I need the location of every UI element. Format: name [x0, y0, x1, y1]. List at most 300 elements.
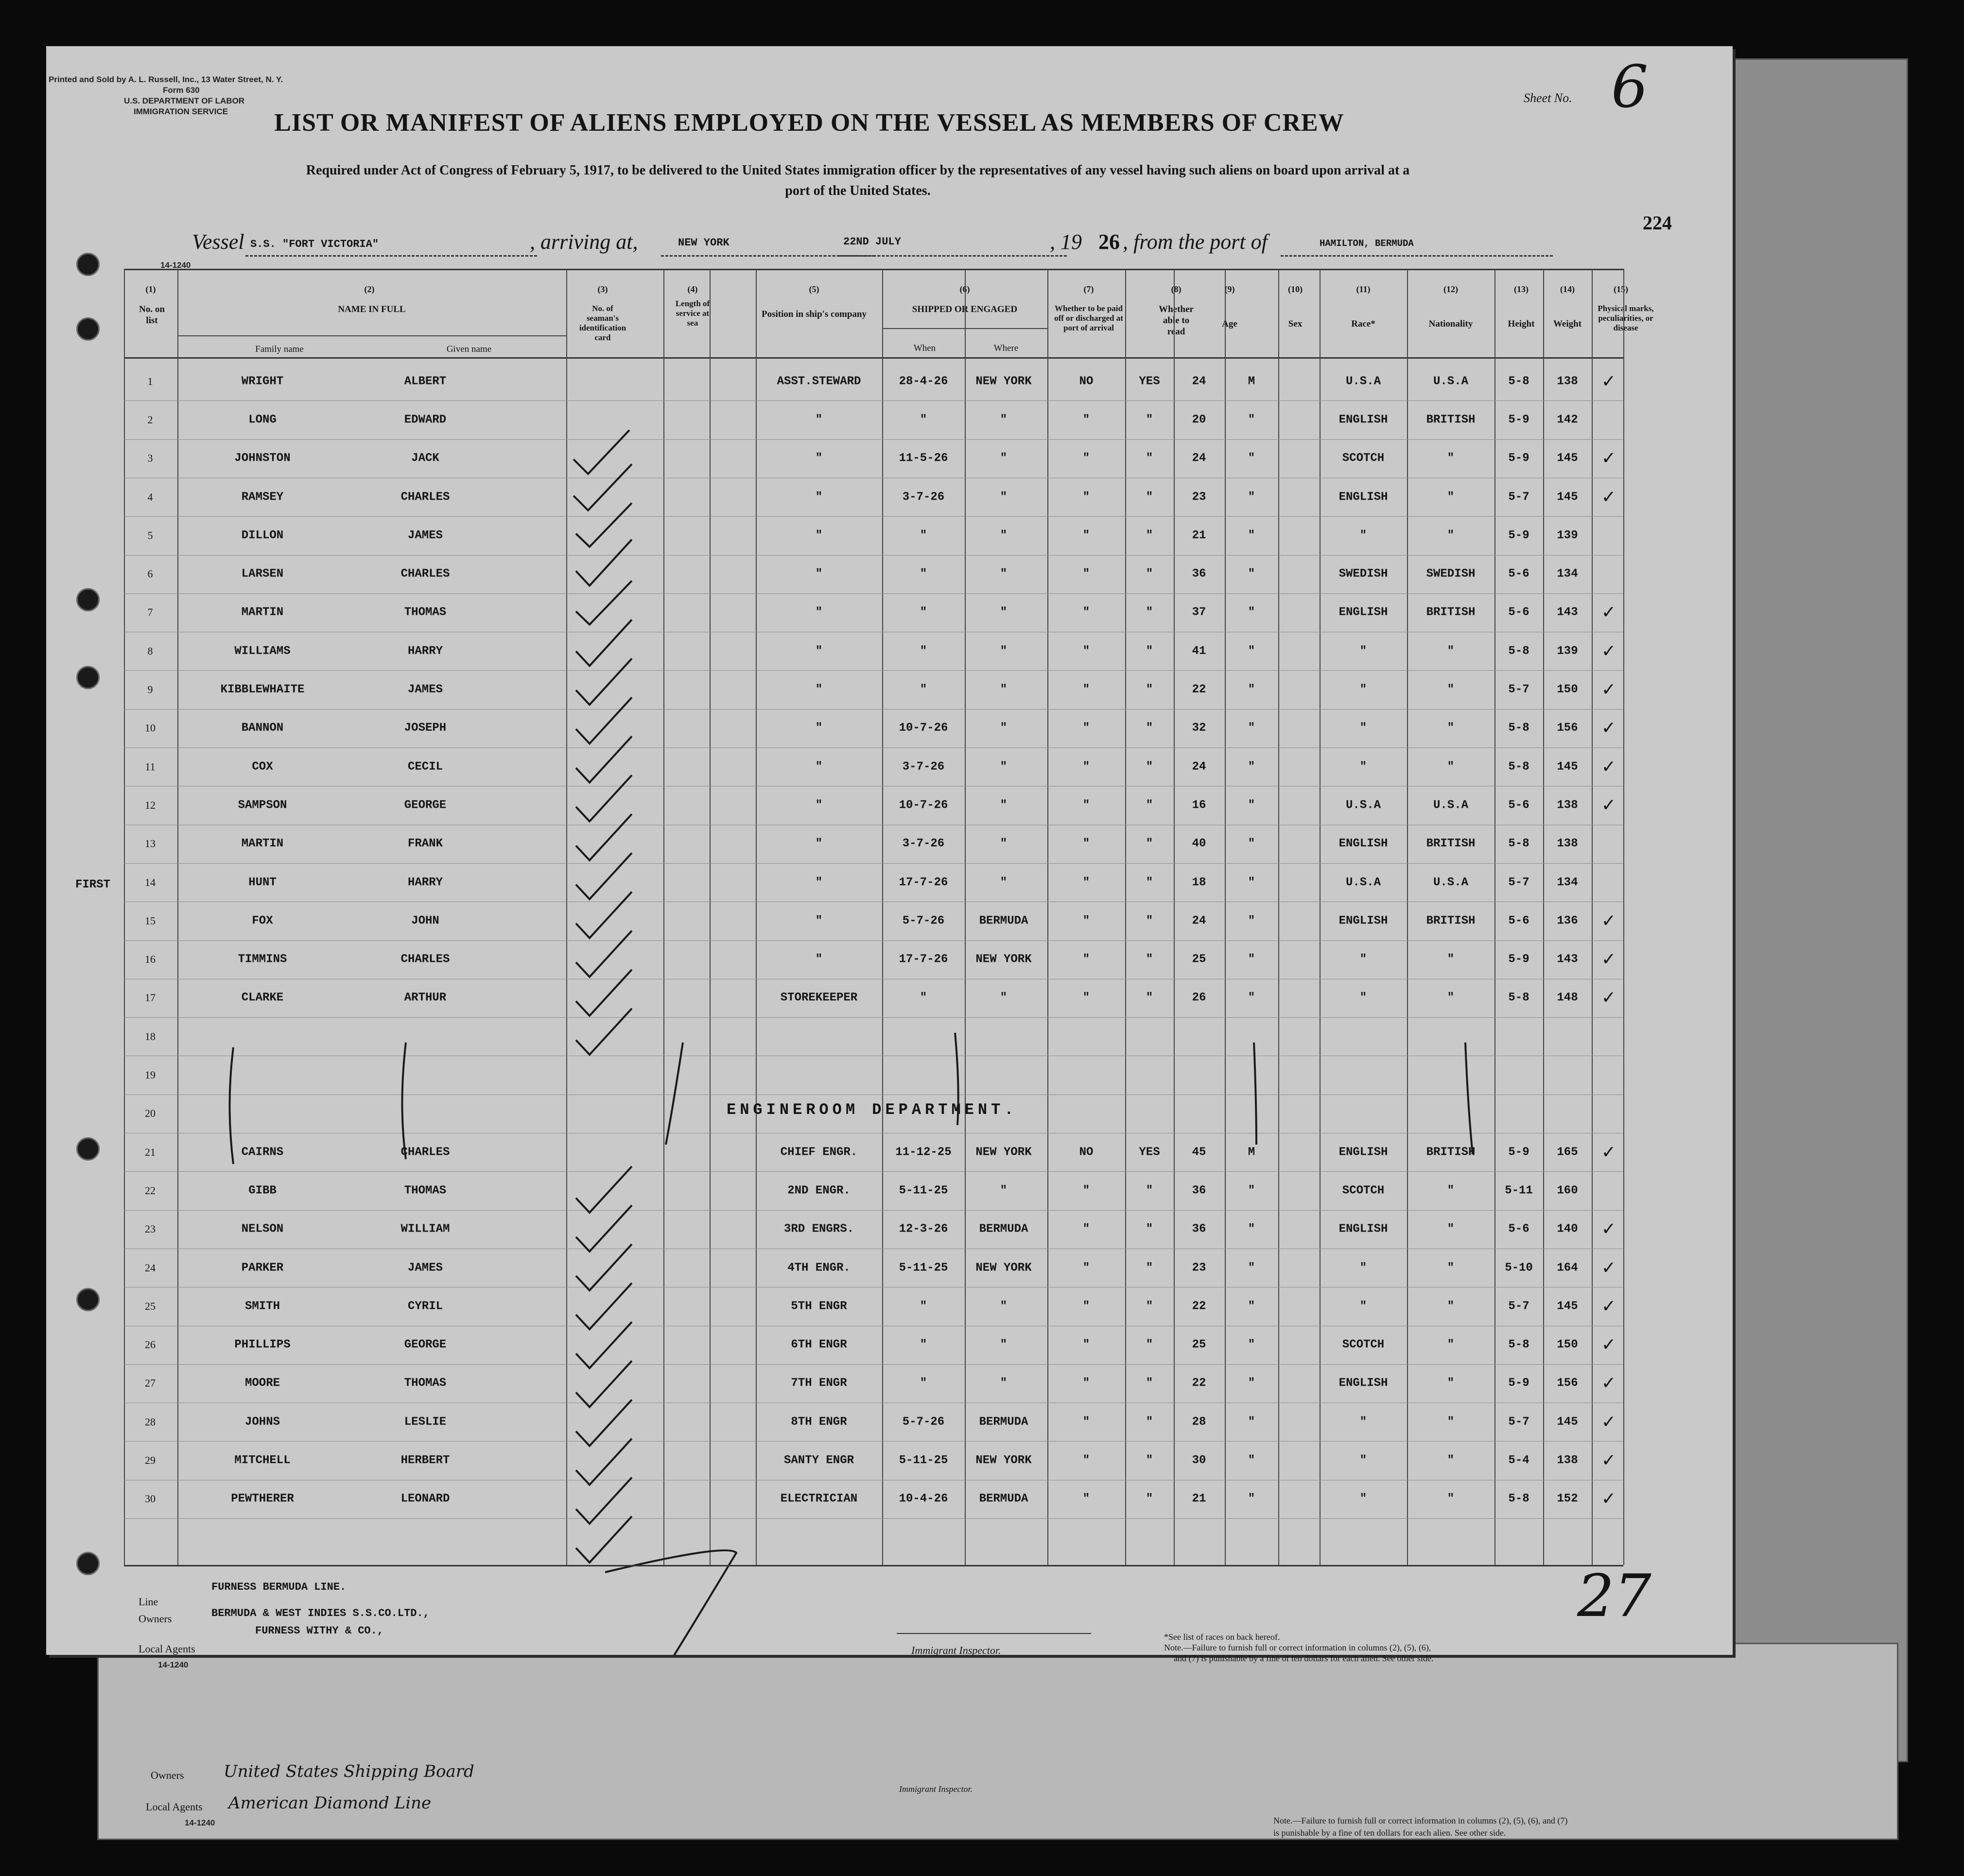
physical-mark-check: ✓ — [1601, 718, 1616, 738]
cell-paid: " — [1082, 721, 1090, 735]
under-agents-label: Local Agents — [146, 1801, 203, 1813]
cell-paid: " — [1082, 876, 1090, 889]
physical-mark-check: ✓ — [1601, 988, 1616, 1008]
cell-given: THOMAS — [404, 1184, 447, 1198]
row-number: 16 — [145, 953, 156, 966]
physical-mark-check: ✓ — [1601, 1412, 1616, 1432]
cell-read: " — [1146, 1376, 1153, 1390]
cell-given: FRANK — [407, 837, 443, 851]
cell-nationality: BRITISH — [1426, 837, 1476, 851]
cell-where: " — [1000, 529, 1008, 542]
row-number: 12 — [145, 799, 156, 811]
year-prefix: , 19 — [1050, 230, 1082, 254]
col-family-head: Family name — [255, 344, 304, 354]
cell-sex: " — [1248, 529, 1255, 542]
cell-family: JOHNS — [244, 1415, 280, 1429]
cell-race: " — [1359, 1415, 1367, 1429]
cell-read: " — [1146, 953, 1153, 966]
cell-height: 5-4 — [1508, 1454, 1529, 1467]
col-3-num: (3) — [597, 284, 608, 294]
cell-family: HUNT — [248, 876, 277, 889]
under-agents-value: American Diamond Line — [228, 1793, 432, 1813]
cell-read: " — [1146, 760, 1153, 774]
cell-family: RAMSEY — [241, 490, 284, 504]
from-label: , from the port of — [1123, 230, 1268, 254]
cell-nationality: BRITISH — [1426, 413, 1476, 427]
cell-race: ENGLISH — [1338, 1146, 1388, 1159]
cell-position: " — [815, 799, 823, 812]
company-line: FURNESS BERMUDA LINE. — [211, 1581, 347, 1593]
cell-race: ENGLISH — [1338, 413, 1388, 427]
cell-family: MITCHELL — [234, 1454, 291, 1467]
cell-read: " — [1146, 1454, 1153, 1467]
cell-when: 5-11-25 — [899, 1184, 948, 1198]
physical-mark-check: ✓ — [1601, 1296, 1616, 1317]
cell-paid: " — [1082, 1300, 1090, 1313]
row-number: 1 — [147, 375, 153, 387]
cell-where: " — [1000, 606, 1008, 619]
row-number: 20 — [145, 1107, 156, 1120]
physical-mark-check: ✓ — [1601, 448, 1616, 469]
cell-height: 5-6 — [1508, 606, 1529, 619]
physical-mark-check: ✓ — [1601, 1489, 1616, 1509]
cell-height: 5-9 — [1508, 1376, 1529, 1390]
cell-age: 25 — [1192, 1338, 1206, 1352]
cell-sex: " — [1248, 760, 1255, 774]
cell-weight: 145 — [1557, 452, 1578, 465]
cell-race: " — [1359, 953, 1367, 966]
cell-given: WILLIAM — [400, 1222, 450, 1236]
cell-given: CYRIL — [407, 1300, 443, 1313]
cell-when: " — [920, 413, 927, 427]
arriving-label: , arriving at, — [530, 230, 638, 254]
cell-position: " — [815, 876, 823, 889]
cell-family: BANNON — [241, 721, 284, 735]
cell-when: 3-7-26 — [902, 490, 945, 504]
cell-where: " — [1000, 837, 1008, 851]
cell-height: 5-9 — [1508, 953, 1529, 966]
cell-sex: " — [1248, 991, 1255, 1005]
cell-race: " — [1359, 721, 1367, 735]
cell-sex: M — [1248, 1146, 1255, 1159]
col-10-num: (10) — [1288, 284, 1303, 294]
cell-race: ENGLISH — [1338, 490, 1388, 504]
cell-when: 3-7-26 — [902, 760, 945, 774]
cell-position: 7TH ENGR — [791, 1376, 847, 1390]
cell-when: 5-11-25 — [899, 1454, 948, 1467]
cell-given: CHARLES — [400, 953, 450, 966]
cell-where: " — [1000, 799, 1008, 812]
col-13-num: (13) — [1514, 284, 1529, 294]
cell-height: 5-9 — [1508, 529, 1529, 542]
cell-family: KIBBLEWHAITE — [220, 683, 305, 696]
cell-age: 23 — [1192, 490, 1206, 504]
cell-race: ENGLISH — [1338, 1222, 1388, 1236]
cell-sex: " — [1248, 1492, 1255, 1506]
cell-nationality: BRITISH — [1426, 1146, 1476, 1159]
cell-height: 5-8 — [1508, 721, 1529, 735]
cell-height: 5-8 — [1508, 1492, 1529, 1506]
cell-where: BERMUDA — [979, 1222, 1028, 1236]
cell-height: 5-6 — [1508, 567, 1529, 581]
cell-when: " — [920, 1338, 927, 1352]
cell-weight: 164 — [1557, 1261, 1578, 1275]
cell-height: 5-6 — [1508, 799, 1529, 812]
cell-read: " — [1146, 1492, 1153, 1506]
cell-weight: 140 — [1557, 1222, 1578, 1236]
row-number: 8 — [147, 644, 153, 657]
cell-nationality: " — [1447, 1222, 1455, 1236]
cell-family: JOHNSTON — [234, 452, 291, 465]
cell-nationality: " — [1447, 452, 1455, 465]
cell-family: GIBB — [248, 1184, 277, 1198]
cell-position: 5TH ENGR — [791, 1300, 847, 1313]
row-number: 28 — [145, 1415, 156, 1428]
cell-family: COX — [252, 760, 273, 774]
cell-given: THOMAS — [404, 606, 447, 619]
cell-given: THOMAS — [404, 1376, 447, 1390]
cell-where: " — [1000, 721, 1008, 735]
cell-age: 40 — [1192, 837, 1206, 851]
cell-sex: " — [1248, 1454, 1255, 1467]
cell-family: CLARKE — [241, 991, 284, 1005]
cell-position: " — [815, 760, 823, 774]
cell-nationality: " — [1447, 1415, 1455, 1429]
cell-nationality: SWEDISH — [1426, 567, 1476, 581]
cell-read: " — [1146, 606, 1153, 619]
cell-when: " — [920, 567, 927, 581]
col-2-head: NAME IN FULL — [338, 304, 406, 314]
cell-where: " — [1000, 413, 1008, 427]
cell-nationality: " — [1447, 1454, 1455, 1467]
cell-position: " — [815, 914, 823, 928]
cell-nationality: " — [1447, 1376, 1455, 1390]
cell-position: 4TH ENGR. — [787, 1261, 851, 1275]
cell-weight: 145 — [1557, 1300, 1578, 1313]
cell-family: SMITH — [244, 1300, 280, 1313]
cell-race: ENGLISH — [1338, 606, 1388, 619]
cell-paid: NO — [1079, 375, 1094, 388]
cell-nationality: " — [1447, 721, 1455, 735]
cell-age: 41 — [1192, 644, 1206, 658]
physical-mark-check: ✓ — [1601, 487, 1616, 507]
form-code-top: 14-1240 — [160, 261, 191, 270]
cell-family: PEWTHERER — [231, 1492, 294, 1506]
cell-nationality: U.S.A — [1433, 375, 1468, 388]
cell-age: 26 — [1192, 991, 1206, 1005]
cell-paid: " — [1082, 1338, 1090, 1352]
cell-where: NEW YORK — [975, 1454, 1032, 1467]
cell-age: 24 — [1192, 914, 1206, 928]
cell-family: PARKER — [241, 1261, 284, 1275]
cell-when: " — [920, 1300, 927, 1313]
owners-value: BERMUDA & WEST INDIES S.S.CO.LTD., — [211, 1607, 430, 1619]
cell-weight: 134 — [1557, 567, 1578, 581]
agents-label: Local Agents — [139, 1643, 195, 1655]
cell-when: " — [920, 1376, 927, 1390]
cell-height: 5-7 — [1508, 683, 1529, 696]
cell-where: " — [1000, 452, 1008, 465]
cell-given: JACK — [411, 452, 439, 465]
col-3-head: No. of seaman's identification card — [579, 304, 626, 342]
cell-position: " — [815, 683, 823, 696]
row-number: 13 — [145, 837, 156, 850]
under-sheet-right — [1721, 58, 1908, 1762]
cell-nationality: " — [1447, 1338, 1455, 1352]
cell-position: SANTY ENGR — [783, 1454, 854, 1467]
cell-position: " — [815, 953, 823, 966]
row-number: 25 — [145, 1300, 156, 1312]
races-note: *See list of races on back hereof. — [1164, 1632, 1280, 1642]
owners-label: Owners — [139, 1613, 172, 1625]
cell-paid: " — [1082, 1184, 1090, 1198]
row-number: 22 — [145, 1184, 156, 1197]
cell-where: NEW YORK — [975, 1146, 1032, 1159]
row-number: 17 — [145, 991, 156, 1004]
cell-race: U.S.A — [1345, 876, 1381, 889]
tally-number: 27 — [1577, 1563, 1651, 1630]
arrival-date: 22ND JULY — [843, 236, 901, 248]
cell-height: 5-6 — [1508, 914, 1529, 928]
cell-where: NEW YORK — [975, 953, 1032, 966]
inspector-label: Immigrant Inspector. — [911, 1644, 1001, 1656]
cell-age: 36 — [1192, 1222, 1206, 1236]
cell-family: WRIGHT — [241, 375, 284, 388]
cell-when: 12-3-26 — [899, 1222, 948, 1236]
row-number: 5 — [147, 529, 153, 541]
cell-weight: 139 — [1557, 644, 1578, 658]
col-6-head: SHIPPED OR ENGAGED — [912, 304, 1018, 314]
cell-paid: " — [1082, 413, 1090, 427]
row-number: 9 — [147, 683, 153, 696]
row-number: 19 — [145, 1069, 156, 1081]
cell-when: " — [920, 529, 927, 542]
cell-family: TIMMINS — [238, 953, 287, 966]
cell-given: LEONARD — [400, 1492, 450, 1506]
cell-race: " — [1359, 1300, 1367, 1313]
row-number: 4 — [147, 490, 153, 503]
row-number: 26 — [145, 1338, 156, 1351]
col-6-num: (6) — [959, 284, 970, 294]
cell-age: 36 — [1192, 567, 1206, 581]
cell-read: " — [1146, 490, 1153, 504]
cell-age: 36 — [1192, 1184, 1206, 1198]
cell-when: 11-5-26 — [899, 452, 948, 465]
physical-mark-check: ✓ — [1601, 1219, 1616, 1239]
cell-nationality: " — [1447, 529, 1455, 542]
footer-form-code: 14-1240 — [158, 1660, 189, 1669]
cell-position: 2ND ENGR. — [787, 1184, 851, 1198]
cell-age: 30 — [1192, 1454, 1206, 1467]
cell-where: " — [1000, 490, 1008, 504]
cell-read: " — [1146, 1300, 1153, 1313]
cell-sex: " — [1248, 413, 1255, 427]
inspector-rule — [897, 1633, 1091, 1634]
cell-where: " — [1000, 876, 1008, 889]
year-suffix: 26 — [1098, 230, 1120, 254]
cell-read: " — [1146, 452, 1153, 465]
cell-when: 10-7-26 — [899, 721, 948, 735]
cell-age: 28 — [1192, 1415, 1206, 1429]
cell-given: JAMES — [407, 529, 443, 542]
cell-given: JAMES — [407, 683, 443, 696]
cell-weight: 143 — [1557, 953, 1578, 966]
col-11-head: Race* — [1351, 319, 1375, 329]
cell-weight: 156 — [1557, 721, 1578, 735]
service: IMMIGRATION SERVICE — [134, 107, 228, 116]
cell-position: STOREKEEPER — [780, 991, 858, 1005]
arrival-port: NEW YORK — [678, 237, 730, 249]
cell-height: 5-9 — [1508, 1146, 1529, 1159]
cell-when: 5-7-26 — [902, 914, 945, 928]
cell-when: 17-7-26 — [899, 876, 948, 889]
cell-age: 23 — [1192, 1261, 1206, 1275]
cell-race: " — [1359, 991, 1367, 1005]
cell-weight: 150 — [1557, 683, 1578, 696]
col-12-head: Nationality — [1428, 319, 1473, 329]
cell-nationality: " — [1447, 1300, 1455, 1313]
cell-weight: 156 — [1557, 1376, 1578, 1390]
cell-race: " — [1359, 683, 1367, 696]
row-number: 30 — [145, 1493, 156, 1505]
col-4-head: Length of service at sea — [675, 299, 710, 328]
row-number: 21 — [145, 1146, 156, 1158]
cell-given: EDWARD — [404, 413, 447, 427]
cell-given: HARRY — [407, 876, 443, 889]
col-5-head: Position in ship's company — [762, 309, 867, 319]
cell-read: " — [1146, 837, 1153, 851]
cell-read: " — [1146, 1261, 1153, 1275]
cell-weight: 145 — [1557, 760, 1578, 774]
cell-weight: 136 — [1557, 914, 1578, 928]
margin-note: FIRST — [75, 878, 111, 891]
cell-paid: " — [1082, 567, 1090, 581]
cell-sex: " — [1248, 1376, 1255, 1390]
col-2-num: (2) — [364, 284, 375, 294]
cell-sex: " — [1248, 953, 1255, 966]
under-owners-label: Owners — [151, 1769, 184, 1781]
cell-weight: 138 — [1557, 375, 1578, 388]
cell-paid: " — [1082, 953, 1090, 966]
cell-age: 20 — [1192, 413, 1206, 427]
cell-where: " — [1000, 1338, 1008, 1352]
physical-mark-check: ✓ — [1601, 795, 1616, 816]
cell-weight: 160 — [1557, 1184, 1578, 1198]
cell-given: GEORGE — [404, 799, 447, 812]
cell-weight: 143 — [1557, 606, 1578, 619]
cell-when: 10-4-26 — [899, 1492, 948, 1506]
cell-read: " — [1146, 413, 1153, 427]
cell-position: " — [815, 452, 823, 465]
physical-mark-check: ✓ — [1601, 371, 1616, 392]
cell-sex: " — [1248, 644, 1255, 658]
col-15-head: Physical marks, peculiarities, or disease — [1598, 304, 1654, 332]
cell-sex: M — [1248, 375, 1255, 388]
cell-race: " — [1359, 1454, 1367, 1467]
cell-sex: " — [1248, 876, 1255, 889]
cell-age: 21 — [1192, 1492, 1206, 1506]
cell-height: 5-8 — [1508, 760, 1529, 774]
cell-given: HARRY — [407, 644, 443, 658]
cell-paid: " — [1082, 837, 1090, 851]
cell-when: " — [920, 683, 927, 696]
cell-position: 8TH ENGR — [791, 1415, 847, 1429]
cell-nationality: " — [1447, 683, 1455, 696]
cell-position: ELECTRICIAN — [780, 1492, 858, 1506]
cell-nationality: " — [1447, 953, 1455, 966]
cell-paid: " — [1082, 529, 1090, 542]
cell-sex: " — [1248, 1338, 1255, 1352]
id-card-tick-marks — [46, 46, 1733, 1655]
cell-height: 5-7 — [1508, 876, 1529, 889]
cell-where: BERMUDA — [979, 1492, 1028, 1506]
cell-nationality: " — [1447, 1184, 1455, 1198]
physical-mark-check: ✓ — [1601, 1335, 1616, 1355]
cell-height: 5-7 — [1508, 490, 1529, 504]
cell-weight: 138 — [1557, 837, 1578, 851]
physical-mark-check: ✓ — [1601, 757, 1616, 777]
cell-height: 5-8 — [1508, 1338, 1529, 1352]
page-number: 224 — [1643, 212, 1672, 234]
cell-height: 5-7 — [1508, 1300, 1529, 1313]
cell-family: CAIRNS — [241, 1146, 284, 1159]
col-given-head: Given name — [446, 344, 492, 354]
cell-weight: 165 — [1557, 1146, 1578, 1159]
cell-given: CHARLES — [400, 567, 450, 581]
col-13-head: Height — [1508, 319, 1535, 329]
section-heading: ENGINEROOM DEPARTMENT. — [727, 1101, 1018, 1119]
cell-age: 45 — [1192, 1146, 1206, 1159]
cell-height: 5-7 — [1508, 1415, 1529, 1429]
physical-mark-check: ✓ — [1601, 679, 1616, 700]
agents-value: FURNESS WITHY & CO., — [255, 1625, 384, 1637]
cell-race: " — [1359, 644, 1367, 658]
cell-where: " — [1000, 683, 1008, 696]
vessel-label: Vessel — [192, 230, 244, 254]
cell-sex: " — [1248, 914, 1255, 928]
cell-where: " — [1000, 991, 1008, 1005]
cell-where: " — [1000, 644, 1008, 658]
cell-family: MARTIN — [241, 837, 284, 851]
row-number: 15 — [145, 914, 156, 927]
printer-line: Printed and Sold by A. L. Russell, Inc., 13 Water Street, N. Y. — [49, 75, 283, 84]
cell-family: NELSON — [241, 1222, 284, 1236]
cell-position: " — [815, 837, 823, 851]
cell-paid: " — [1082, 991, 1090, 1005]
cell-nationality: " — [1447, 1261, 1455, 1275]
cell-sex: " — [1248, 721, 1255, 735]
cell-where: " — [1000, 1300, 1008, 1313]
footer-rule — [124, 1565, 1623, 1566]
col-14-num: (14) — [1560, 284, 1575, 294]
fine-note-1: Note.—Failure to furnish full or correct information in columns (2), (5), (6), — [1164, 1643, 1431, 1652]
row-number: 2 — [147, 413, 153, 426]
cell-read: " — [1146, 529, 1153, 542]
cell-given: CHARLES — [400, 1146, 450, 1159]
cell-where: " — [1000, 1376, 1008, 1390]
cell-sex: " — [1248, 452, 1255, 465]
cell-age: 18 — [1192, 876, 1206, 889]
cell-weight: 150 — [1557, 1338, 1578, 1352]
cell-sex: " — [1248, 1415, 1255, 1429]
cell-when: 10-7-26 — [899, 799, 948, 812]
cell-read: " — [1146, 644, 1153, 658]
cell-read: " — [1146, 991, 1153, 1005]
physical-mark-check: ✓ — [1601, 1450, 1616, 1471]
cell-position: " — [815, 606, 823, 619]
cell-nationality: BRITISH — [1426, 606, 1476, 619]
cell-paid: " — [1082, 644, 1090, 658]
